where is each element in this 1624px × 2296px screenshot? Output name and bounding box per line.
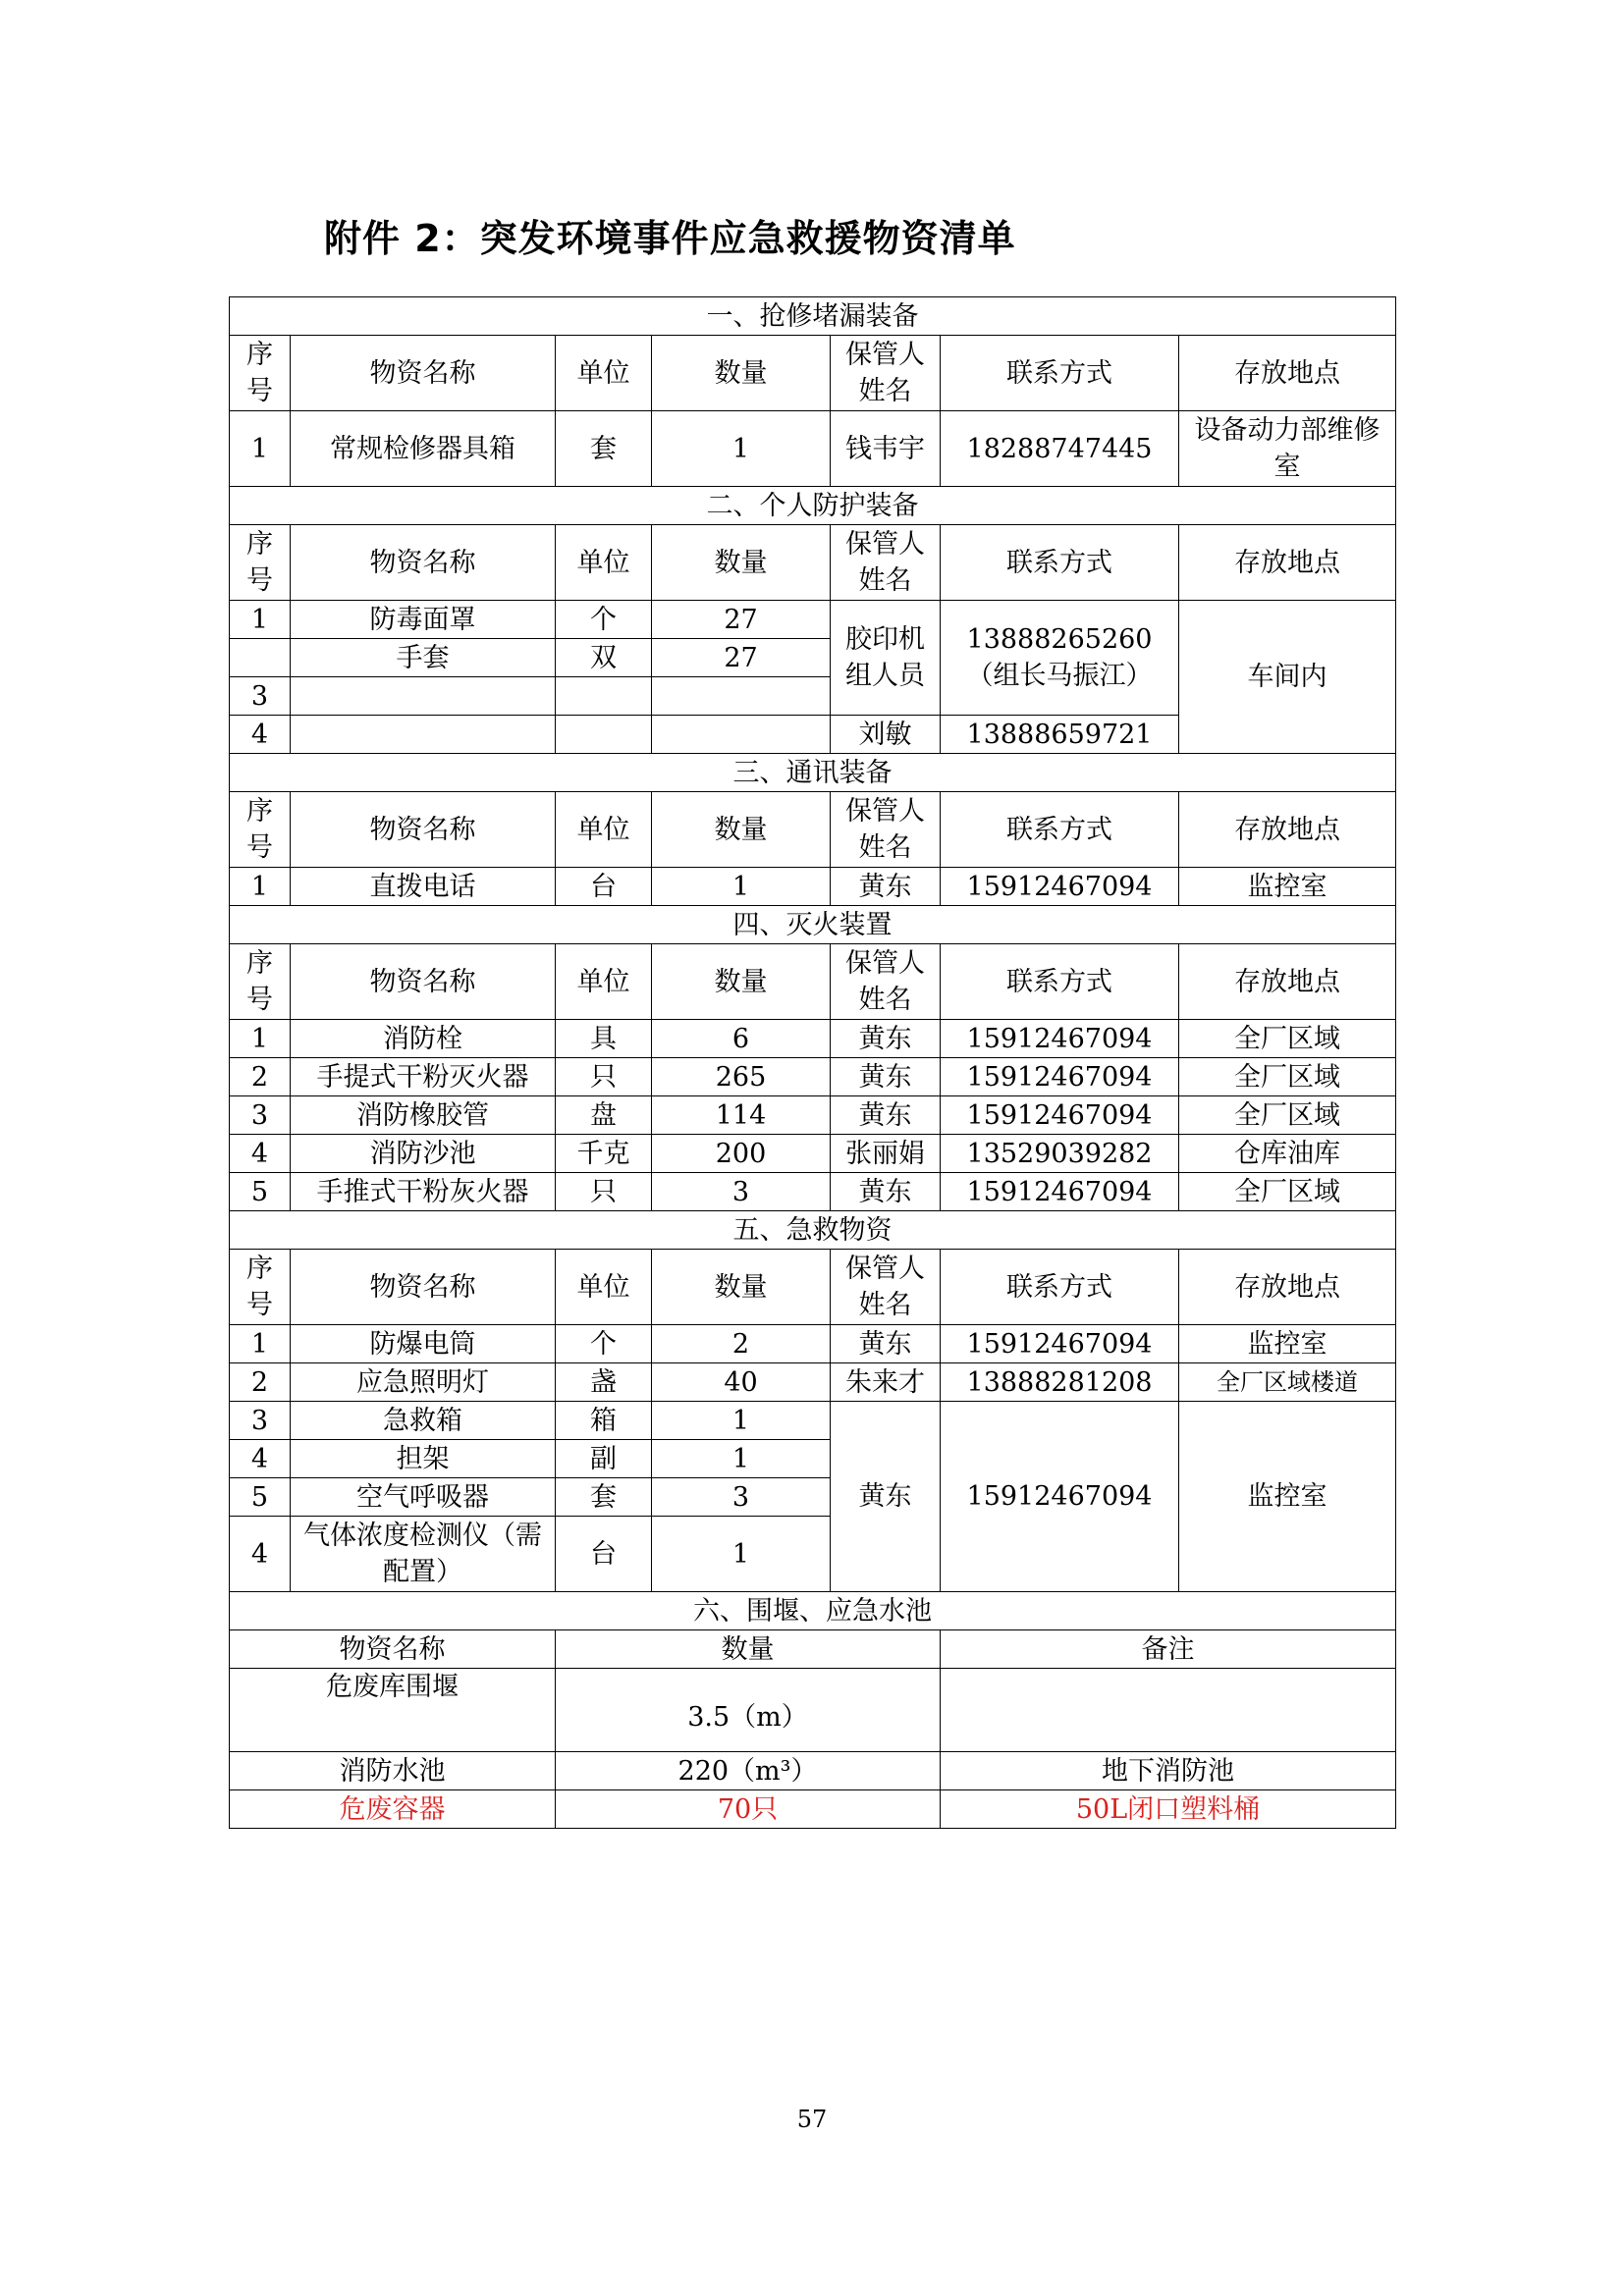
cell-seq: 1 bbox=[230, 601, 291, 639]
header-qty: 数量 bbox=[652, 336, 831, 411]
cell-contact: 15912467094 bbox=[941, 1096, 1179, 1135]
cell-qty: 1 bbox=[652, 1517, 831, 1592]
cell-qty: 265 bbox=[652, 1058, 831, 1096]
section-title: 五、急救物资 bbox=[230, 1211, 1396, 1250]
cell-location: 设备动力部维修室 bbox=[1179, 411, 1396, 487]
cell-location: 全厂区域 bbox=[1179, 1058, 1396, 1096]
cell-name: 防毒面罩 bbox=[291, 601, 556, 639]
cell-keeper-group: 胶印机组人员 bbox=[831, 601, 941, 716]
cell-contact-group: 15912467094 bbox=[941, 1402, 1179, 1592]
cell-qty: 40 bbox=[652, 1363, 831, 1402]
cell-seq: 2 bbox=[230, 1058, 291, 1096]
cell-qty: 3 bbox=[652, 1478, 831, 1517]
page-title: 附件 2：突发环境事件应急救援物资清单 bbox=[324, 217, 1016, 260]
cell-location: 全厂区域 bbox=[1179, 1096, 1396, 1135]
cell-location: 监控室 bbox=[1179, 868, 1396, 906]
header-contact: 联系方式 bbox=[941, 336, 1179, 411]
cell-name: 常规检修器具箱 bbox=[291, 411, 556, 487]
cell-unit bbox=[556, 677, 652, 716]
cell-qty bbox=[652, 677, 831, 716]
cell-seq: 2 bbox=[230, 1363, 291, 1402]
header-name: 物资名称 bbox=[291, 336, 556, 411]
section-header-row bbox=[230, 1592, 1396, 1630]
cell-unit: 套 bbox=[556, 411, 652, 487]
cell-unit: 具 bbox=[556, 1020, 652, 1058]
table-row bbox=[230, 1058, 1396, 1096]
cell-unit: 双 bbox=[556, 639, 652, 677]
cell-keeper: 刘敏 bbox=[831, 716, 941, 754]
column-header-row bbox=[230, 944, 1396, 1020]
cell-note: 地下消防池 bbox=[941, 1752, 1396, 1790]
cell-seq: 4 bbox=[230, 1440, 291, 1478]
table-row bbox=[230, 1363, 1396, 1402]
cell-name: 消防栓 bbox=[291, 1020, 556, 1058]
cell-seq: 5 bbox=[230, 1478, 291, 1517]
cell-name: 空气呼吸器 bbox=[291, 1478, 556, 1517]
cell-name bbox=[291, 716, 556, 754]
cell-contact: 13529039282 bbox=[941, 1135, 1179, 1173]
header-name: 物资名称 bbox=[291, 525, 556, 601]
cell-contact: 13888659721 bbox=[941, 716, 1179, 754]
header-qty: 数量 bbox=[652, 1250, 831, 1325]
cell-qty: 1 bbox=[652, 1402, 831, 1440]
cell-location-group: 监控室 bbox=[1179, 1402, 1396, 1592]
cell-qty: 114 bbox=[652, 1096, 831, 1135]
cell-unit: 只 bbox=[556, 1173, 652, 1211]
cell-qty: 70只 bbox=[556, 1790, 941, 1829]
cell-note: 50L闭口塑料桶 bbox=[941, 1790, 1396, 1829]
cell-name: 气体浓度检测仪（需配置） bbox=[291, 1517, 556, 1592]
cell-name: 消防水池 bbox=[230, 1752, 556, 1790]
column-header-row bbox=[230, 1630, 1396, 1669]
cell-location: 全厂区域 bbox=[1179, 1173, 1396, 1211]
cell-keeper-group: 黄东 bbox=[831, 1402, 941, 1592]
section-header-row bbox=[230, 1211, 1396, 1250]
emergency-supplies-table bbox=[229, 296, 1396, 1829]
cell-name: 防爆电筒 bbox=[291, 1325, 556, 1363]
table-row bbox=[230, 1096, 1396, 1135]
header-contact: 联系方式 bbox=[941, 1250, 1179, 1325]
header-seq: 序号 bbox=[230, 944, 291, 1020]
header-note: 备注 bbox=[941, 1630, 1396, 1669]
cell-location-group: 车间内 bbox=[1179, 601, 1396, 754]
header-contact: 联系方式 bbox=[941, 525, 1179, 601]
table-row bbox=[230, 868, 1396, 906]
cell-qty: 6 bbox=[652, 1020, 831, 1058]
cell-contact: 13888281208 bbox=[941, 1363, 1179, 1402]
cell-qty: 27 bbox=[652, 639, 831, 677]
cell-contact: 18288747445 bbox=[941, 411, 1179, 487]
table-row bbox=[230, 1173, 1396, 1211]
cell-name: 危废库围堰 bbox=[230, 1669, 556, 1752]
header-seq: 序号 bbox=[230, 336, 291, 411]
column-header-row bbox=[230, 792, 1396, 868]
cell-qty: 200 bbox=[652, 1135, 831, 1173]
cell-qty: 220（m³） bbox=[556, 1752, 941, 1790]
cell-qty: 3 bbox=[652, 1173, 831, 1211]
cell-contact: 15912467094 bbox=[941, 1173, 1179, 1211]
cell-name: 消防沙池 bbox=[291, 1135, 556, 1173]
cell-unit: 盘 bbox=[556, 1096, 652, 1135]
cell-name: 担架 bbox=[291, 1440, 556, 1478]
cell-unit: 千克 bbox=[556, 1135, 652, 1173]
cell-unit: 箱 bbox=[556, 1402, 652, 1440]
header-keeper: 保管人姓名 bbox=[831, 944, 941, 1020]
cell-name: 手提式干粉灭火器 bbox=[291, 1058, 556, 1096]
cell-contact: 15912467094 bbox=[941, 1325, 1179, 1363]
cell-keeper: 黄东 bbox=[831, 868, 941, 906]
table-row bbox=[230, 601, 1396, 639]
cell-contact: 15912467094 bbox=[941, 1058, 1179, 1096]
cell-keeper: 钱韦宇 bbox=[831, 411, 941, 487]
table-row bbox=[230, 1020, 1396, 1058]
header-name: 物资名称 bbox=[291, 944, 556, 1020]
section-header-row bbox=[230, 487, 1396, 525]
cell-seq: 4 bbox=[230, 716, 291, 754]
header-keeper: 保管人姓名 bbox=[831, 525, 941, 601]
cell-contact: 15912467094 bbox=[941, 1020, 1179, 1058]
table-row bbox=[230, 1325, 1396, 1363]
cell-unit bbox=[556, 716, 652, 754]
section-header-row bbox=[230, 754, 1396, 792]
cell-keeper: 黄东 bbox=[831, 1325, 941, 1363]
cell-keeper: 张丽娟 bbox=[831, 1135, 941, 1173]
cell-qty: 1 bbox=[652, 411, 831, 487]
cell-contact: 15912467094 bbox=[941, 868, 1179, 906]
cell-unit: 副 bbox=[556, 1440, 652, 1478]
cell-name bbox=[291, 677, 556, 716]
section-title: 三、通讯装备 bbox=[230, 754, 1396, 792]
header-location: 存放地点 bbox=[1179, 944, 1396, 1020]
header-unit: 单位 bbox=[556, 1250, 652, 1325]
header-name: 物资名称 bbox=[230, 1630, 556, 1669]
header-unit: 单位 bbox=[556, 944, 652, 1020]
cell-name: 消防橡胶管 bbox=[291, 1096, 556, 1135]
header-location: 存放地点 bbox=[1179, 525, 1396, 601]
cell-unit: 个 bbox=[556, 601, 652, 639]
header-qty: 数量 bbox=[652, 525, 831, 601]
cell-seq: 1 bbox=[230, 1325, 291, 1363]
header-seq: 序号 bbox=[230, 1250, 291, 1325]
cell-name: 手推式干粉灰火器 bbox=[291, 1173, 556, 1211]
cell-name: 急救箱 bbox=[291, 1402, 556, 1440]
header-seq: 序号 bbox=[230, 525, 291, 601]
table-row bbox=[230, 1669, 1396, 1752]
page-number: 57 bbox=[796, 2106, 828, 2133]
table-row-highlighted bbox=[230, 1790, 1396, 1829]
header-contact: 联系方式 bbox=[941, 792, 1179, 868]
table-row bbox=[230, 1135, 1396, 1173]
cell-unit: 个 bbox=[556, 1325, 652, 1363]
cell-name: 危废容器 bbox=[230, 1790, 556, 1829]
header-unit: 单位 bbox=[556, 792, 652, 868]
cell-unit: 盏 bbox=[556, 1363, 652, 1402]
table-row bbox=[230, 1752, 1396, 1790]
header-location: 存放地点 bbox=[1179, 336, 1396, 411]
cell-unit: 台 bbox=[556, 868, 652, 906]
header-seq: 序号 bbox=[230, 792, 291, 868]
header-qty: 数量 bbox=[652, 944, 831, 1020]
cell-seq: 3 bbox=[230, 677, 291, 716]
cell-unit: 套 bbox=[556, 1478, 652, 1517]
cell-location: 全厂区域 bbox=[1179, 1020, 1396, 1058]
section-title: 四、灭火装置 bbox=[230, 906, 1396, 944]
section-title: 六、围堰、应急水池 bbox=[230, 1592, 1396, 1630]
cell-name: 手套 bbox=[291, 639, 556, 677]
cell-keeper: 黄东 bbox=[831, 1173, 941, 1211]
cell-seq: 1 bbox=[230, 411, 291, 487]
section-title: 二、个人防护装备 bbox=[230, 487, 1396, 525]
cell-qty: 27 bbox=[652, 601, 831, 639]
header-location: 存放地点 bbox=[1179, 1250, 1396, 1325]
section-header-row bbox=[230, 297, 1396, 336]
header-unit: 单位 bbox=[556, 525, 652, 601]
header-contact: 联系方式 bbox=[941, 944, 1179, 1020]
cell-seq: 3 bbox=[230, 1402, 291, 1440]
cell-location: 仓库油库 bbox=[1179, 1135, 1396, 1173]
table-row bbox=[230, 411, 1396, 487]
cell-seq: 4 bbox=[230, 1135, 291, 1173]
cell-keeper: 黄东 bbox=[831, 1058, 941, 1096]
cell-qty bbox=[652, 716, 831, 754]
cell-qty: 1 bbox=[652, 868, 831, 906]
header-name: 物资名称 bbox=[291, 792, 556, 868]
column-header-row bbox=[230, 1250, 1396, 1325]
header-qty: 数量 bbox=[556, 1630, 941, 1669]
cell-name: 直拨电话 bbox=[291, 868, 556, 906]
column-header-row bbox=[230, 525, 1396, 601]
cell-qty: 2 bbox=[652, 1325, 831, 1363]
cell-keeper: 黄东 bbox=[831, 1096, 941, 1135]
cell-unit: 只 bbox=[556, 1058, 652, 1096]
header-name: 物资名称 bbox=[291, 1250, 556, 1325]
column-header-row bbox=[230, 336, 1396, 411]
header-keeper: 保管人姓名 bbox=[831, 1250, 941, 1325]
cell-qty: 3.5（m） bbox=[556, 1669, 941, 1752]
table-row bbox=[230, 1402, 1396, 1440]
cell-seq: 4 bbox=[230, 1517, 291, 1592]
cell-keeper: 黄东 bbox=[831, 1020, 941, 1058]
header-keeper: 保管人姓名 bbox=[831, 336, 941, 411]
header-keeper: 保管人姓名 bbox=[831, 792, 941, 868]
cell-qty: 1 bbox=[652, 1440, 831, 1478]
cell-seq bbox=[230, 639, 291, 677]
header-unit: 单位 bbox=[556, 336, 652, 411]
header-location: 存放地点 bbox=[1179, 792, 1396, 868]
cell-seq: 1 bbox=[230, 868, 291, 906]
section-title: 一、抢修堵漏装备 bbox=[230, 297, 1396, 336]
cell-seq: 5 bbox=[230, 1173, 291, 1211]
cell-note bbox=[941, 1669, 1396, 1752]
cell-seq: 1 bbox=[230, 1020, 291, 1058]
cell-location: 监控室 bbox=[1179, 1325, 1396, 1363]
section-header-row bbox=[230, 906, 1396, 944]
cell-unit: 台 bbox=[556, 1517, 652, 1592]
cell-seq: 3 bbox=[230, 1096, 291, 1135]
cell-name: 应急照明灯 bbox=[291, 1363, 556, 1402]
cell-location: 全厂区域楼道 bbox=[1179, 1363, 1396, 1402]
cell-keeper: 朱来才 bbox=[831, 1363, 941, 1402]
cell-contact-group: 13888265260（组长马振江） bbox=[941, 601, 1179, 716]
header-qty: 数量 bbox=[652, 792, 831, 868]
